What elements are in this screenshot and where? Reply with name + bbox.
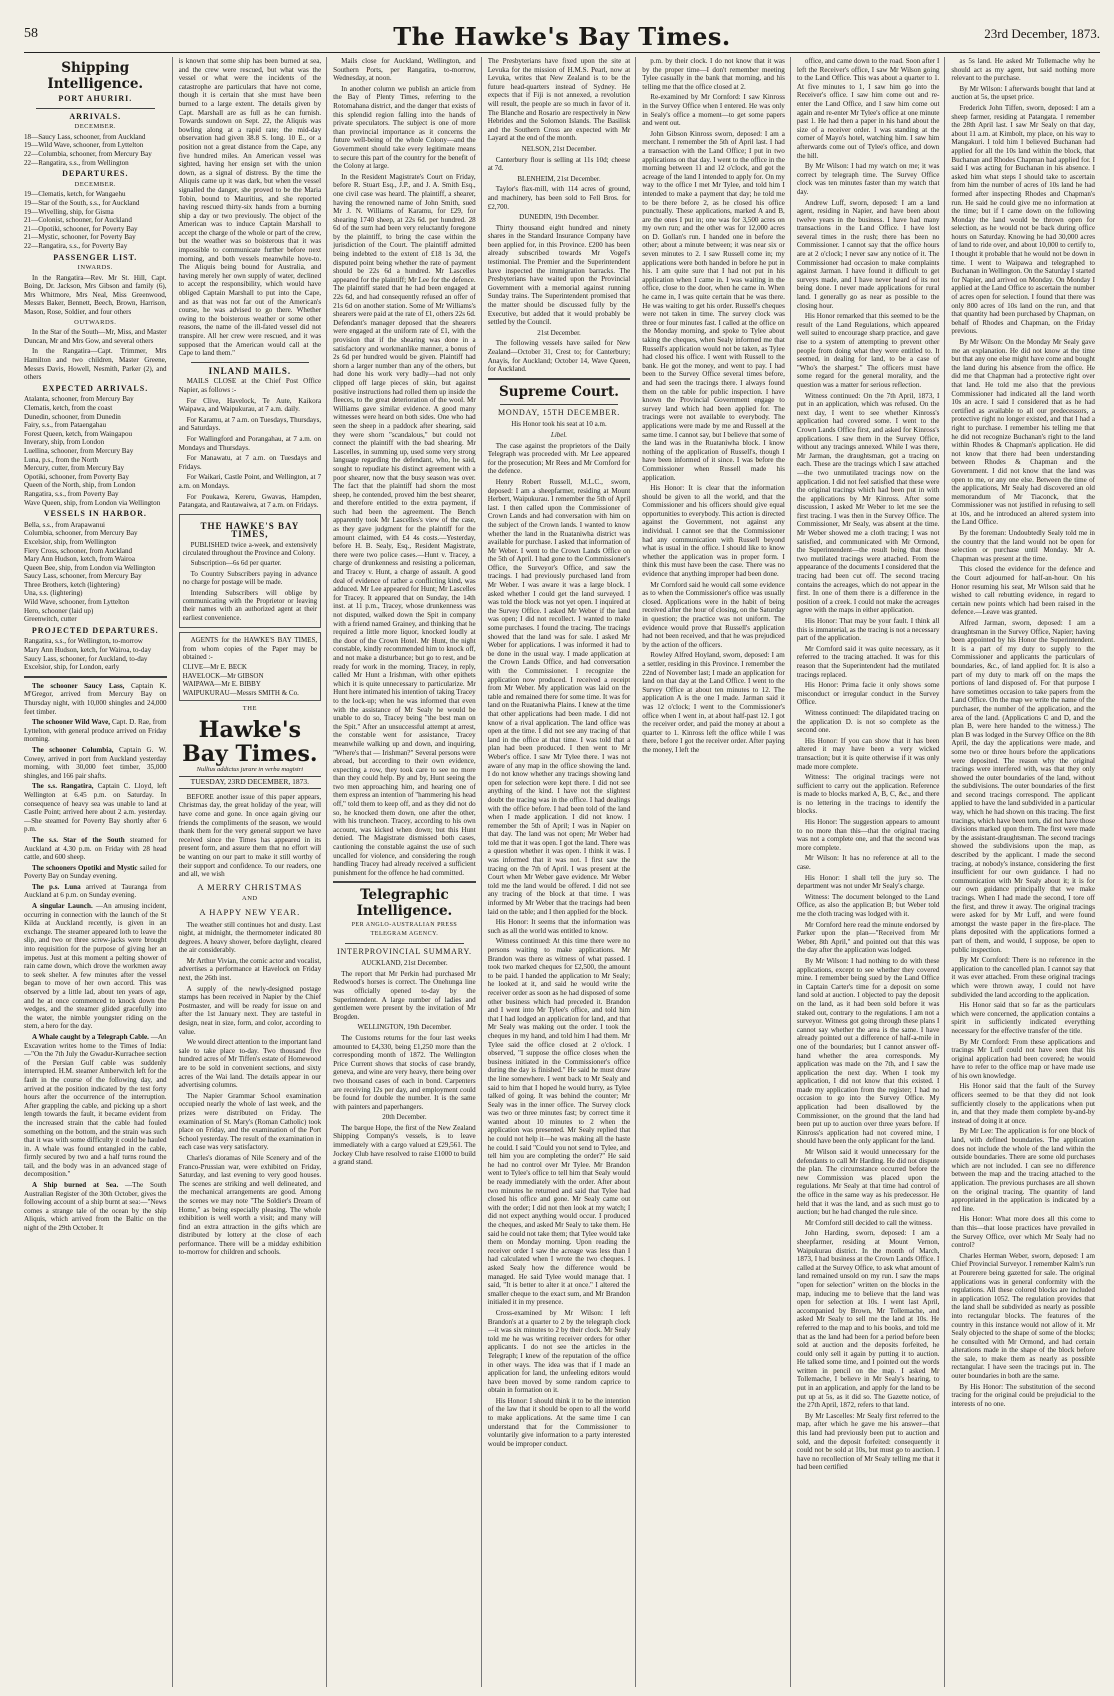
- paragraph: Charles Herman Weber, sworn, deposed: I am Chief Provincial Surveyor. I remember Kalm's run at Pourerere being gazetted for sale. The original applications was in general conformity with the regulations. All these colored blocks are included in application 1052. The regulation provides that the land shall be subdivided as nearly as possible into rectangular blocks. The features of the country in this instance would not allow of it. Mr Sealy objected to the shape of some of the blocks; he consulted with Mr Ormond, and had certain alterations made in the shape of the block before the sale, to make them as nearly as possible rectangular. I have seen the tracings put in. The outer boundaries in both are the same.: [951, 1251, 1095, 1381]
- news-item: [24, 682, 167, 716]
- paragraph: Mr Cornford still decided to call the witness.: [804, 1218, 933, 1227]
- list-item: Luna, p.s., from the North: [24, 455, 99, 464]
- court-report-continued: [642, 57, 785, 755]
- list-item: Atalanta, schooner, from Mercury Bay: [24, 395, 134, 404]
- paragraph: The Presbyterians have fixed upon the site at Levuka for the mission of H.M.S. Pearl, now at Levuka, writes that New Zealand is to be the future head-quarters instead of Sydney. He expects that if Fiji is not annexed, a revolution will result, the people are so much in favor of it. The Blanche and Rosario are respectively in New Hebrides and the Solomon Islands. The Basilisk and the Southern Cross are expected with Mr Layard at the end of the month.: [487, 57, 631, 143]
- column-7: [951, 57, 1100, 1687]
- telegraphic-title: Telegraphic Intelligence.: [356, 887, 453, 920]
- local-news: [333, 57, 476, 877]
- list-item: Queen Bee, ship, from London via Wellington: [24, 563, 156, 572]
- dispatch-continued: [488, 57, 631, 143]
- editorial-2: [179, 921, 322, 1258]
- news-item: [24, 718, 167, 744]
- news-item: [24, 836, 167, 862]
- paragraph: His Honor said that so far as the particulars which were concerned, the application contains a spirit in sufficiently indicated everything necessary for the effective transfer of the title.: [951, 1001, 1095, 1035]
- paragraph: Rowley Alfred Hoyland, sworn, deposed: I am a settler, residing in this Province. I remember the 22nd of November last; I made an application for land on that day at the Land Office. I went to the Survey Office at about ten minutes to 12. The application A is the one I made. Jarman said it was 12 o'clock; I went to the Commissioner's office when I went in, at about half-past 12. I got the receiver order, and paid the money at about a quarter to 1. Kinross left the office while I was there, before I got the receiver order. After paying the money, I left the: [642, 651, 785, 754]
- paragraph: Witness: The document belonged to the Land Office, as also the application B; but Weber told me the cloth tracing was lodged with it.: [796, 892, 940, 918]
- dispatches: [333, 959, 476, 1167]
- paragraph: Andrew Luff, sworn, deposed: I am a land agent, residing in Napier, and have been about twelve years in the business. I have had many transactions in the Land Office. I have lost several times in the rush; there has been no Commissioner. I cannot say that the office hours are at 2 o'clock; I never saw any notice of it. The Commissioner had occasion to make complaints against Jarman. I have found it difficult to get surveys made, and I have never heard of its not being done. I never made applications for rural land. I generally go as near as possible to the closing hour.: [796, 198, 940, 310]
- paragraph: as 5s land. He asked Mr Tollemache why he should act as my agent, but said nothing more relevant to the purchase.: [951, 57, 1095, 83]
- list-item: CLIVE—Mr E. BECK: [182, 663, 247, 672]
- news-text: Captain C. Lloyd, left Wellington at 6.45 p.m. on Saturday. In consequence of heavy sea was unable to land at Castle Point; arrived here about 2 a.m. yesterday.—She steamed for Poverty Bay shortly after 6 p.m.: [24, 782, 167, 834]
- list-item: 19—Wild Wave, schooner, from Lyttelton: [24, 141, 144, 150]
- paragraph: The weather still continues hot and dusty. Last night, at midnight, the thermometer indicated 80 degrees. A heavy shower, before daylight, cleared the air considerably.: [178, 920, 322, 955]
- departures-heading: DEPARTURES.: [62, 169, 129, 179]
- list-item: Mercury, cutter, from Mercury Bay: [24, 464, 125, 473]
- paragraph: In the Rangatira—Rev. Mr St. Hill, Capt. Boing, Dr. Jackson, Mrs Gibson and family (6), Mrs Whitmore, Mrs Neal, Miss Greenwood, Messrs Baker, Bennett, Beech, Brown, Harrison, Mason, Rose, Soldier, and four others: [24, 273, 167, 317]
- divider: [345, 943, 464, 944]
- list-item: WAIPUKURAU—Messrs SMITH & Co.: [182, 688, 299, 697]
- paragraph: The case against the proprietors of the Daily Telegraph was proceeded with. Mr Lee appeared for the prosecution; Mr Rees and Mr Cornford for the defence.: [487, 441, 631, 476]
- news-item: [24, 883, 167, 900]
- dispatch-text: The report that Mr Perkin had purchased Mr Redwood's horses is correct. The Onehunga line was officially opened to-day by the Superintendent. A large number of ladies and gentlemen were present by the invitation of Mr Brogden.: [333, 969, 476, 1021]
- paragraph: Mr Arthur Vivian, the comic actor and vocalist, advertises a performance at Havelock on Friday next, the 26th inst.: [178, 956, 322, 983]
- news-text: steamed for Auckland at 4.30 p.m. on Friday with 28 head cattle, and 600 sheep.: [24, 835, 167, 862]
- dispatch-text: Canterbury flour is selling at 11s 10d; cheese at 7d.: [487, 155, 631, 173]
- paragraph: Intending Subscribers will oblige by communicating with the Proprietor or leaving their names with an authorized agent at their earliest convenience.: [182, 588, 318, 622]
- list-item: Dunedin, schooner, from Dunedin: [24, 412, 121, 421]
- list-item: WAIPAWA—Mr E. BIBBY: [182, 680, 261, 689]
- masthead: [24, 22, 1100, 53]
- paragraph: Mr Cornford said he would call some evidence as to when the Commissioner's office was usually closed. Applications were in the habit of being received after the hour of closing, on the Saturday in question; the practice was not uniform. The evidence would prove that Russell's application had not been received, and that he was prejudiced by the action of the officers.: [642, 580, 785, 649]
- paragraph: His Honor: Prima facie it only shows some misconduct or irregular conduct in the Survey Office.: [796, 681, 940, 707]
- port-heading: PORT AHURIRI.: [58, 94, 133, 103]
- arrivals-heading: ARRIVALS.: [69, 111, 122, 121]
- paragraph: His Honor: I should think it to be the intention of the law that it should be open to all the world to make applications. At the same time I can understand that for the Commissioner to voluntarily give information to a party interested would be improper conduct.: [487, 1396, 631, 1448]
- paragraph: For Wallingford and Porangahau, at 7 a.m. on Mondays and Thursdays.: [178, 434, 322, 452]
- paragraph: Witness continued: On the 7th April, 1873, I put in an application, which was refused. On the next day, I went to see whether Kinross's application had covered some. I went to the Crown Lands Office first, and asked for Kinross's applications. I saw them in the Survey Office, without any tracings annexed. While I was there, Mr Jarman, the draughtsman, got a tracing on each. These are the tracings which I saw attached—the two unmutilated tracings now on the application. I did not feel satisfied that these were the original tracings which had been put in with the applications by Mr Kinross. After some discussion, I asked Mr Weber to let me see the first tracing. I was then in the Survey Office. The Commissioner, Mr Sealy, was absent at the time. Mr Weber showed me a cloth tracing; I was not satisfied, and communicated with Mr Ormond, the Superintendent—the result being that those two mutilated tracings were attached. From the appearance of the documents I considered that the tracing had been cut off. The second tracing contains the acreages, which do not appear in the first. In one of them there is a difference in the position of a creek. I could not make the acreages agree with the maps in either application.: [796, 391, 940, 615]
- column-1: [24, 57, 173, 1687]
- departures-list: [24, 190, 167, 250]
- paragraph: For Karamu, at 7 a.m. on Tuesdays, Thursdays, and Saturdays.: [178, 415, 322, 433]
- column-2: [179, 57, 328, 1687]
- paragraph: Mails close for Auckland, Wellington, and Southern Ports, per Rangatira, to-morrow, Wednesday, at noon.: [333, 57, 476, 83]
- editorial-date: TUESDAY, 23RD DECEMBER, 1873.: [179, 776, 322, 789]
- list-item: 21—Mystic, schooner, for Poverty Bay: [24, 233, 136, 242]
- dispatch-dateline: 20th December.: [382, 1113, 427, 1122]
- list-item: Wave Queen, ship, from London via Wellington: [24, 498, 161, 507]
- paragraph: His Honor: The suggestion appears to amount to no more than this—that the original tracing was not a complete one, and that the second was more complete.: [796, 818, 940, 852]
- departures-month: DECEMBER.: [74, 180, 117, 188]
- news-text: Captain K. M'Gregor, arrived from Mercury Bay on Thursday night, with 10,000 shingles and 24,000 feet timber.: [24, 681, 167, 716]
- arrivals-month: DECEMBER.: [74, 123, 117, 131]
- court-report-continued: [951, 57, 1095, 1408]
- news-item: [24, 864, 167, 881]
- motto: Nullius addictus jurare in verba magistri: [196, 765, 304, 773]
- shipping-title: Shipping Intelligence.: [47, 60, 144, 92]
- paper-title: Hawke's Bay Times.: [182, 716, 318, 767]
- news-item: [24, 746, 167, 780]
- paragraph: Re-examined by Mr Cornford: I saw Kinross in the Survey Office when I entered. He was only in Sealy's office a moment—to get some papers and went out.: [642, 93, 785, 128]
- paragraph: This closed the evidence for the defence and the Court adjourned for half-an-hour. On his Honor resuming his seat, Mr Wilson said that he wished to call rebutting evidence, in regard to certain new points which had been raised in the defence.—Leave was granted.: [951, 565, 1095, 617]
- paragraph: Mr Cornford said it was quite necessary, as it referred to the tracing attached. It was for this reason that the Superintendent had the mutilated tracings replaced.: [796, 644, 940, 679]
- passengers-in: [24, 274, 167, 317]
- dispatch-text: Taylor's flax-mill, with 114 acres of ground, and machinery, has been sold to Fell Bros. for £2,700.: [487, 185, 631, 211]
- pub-heading: THE HAWKE'S BAY TIMES,: [200, 520, 300, 540]
- list-item: 22—Columbia, schooner, from Mercury Bay: [24, 149, 152, 158]
- page-number: 58: [24, 26, 38, 41]
- news-item: [24, 902, 167, 1031]
- dispatch-dateline: BLENHEIM, 21st December.: [517, 174, 601, 183]
- dispatch-text: The Customs returns for the four last weeks amounted to £4,330, being £1,250 more than the corresponding month of 1872. The Wellington Price Current shows that stocks of case brandy, geneva, and wine are very heavy, there being over two thousand cases of each in bond. Carpenters are receiving 12s per day, and employment could be found for double the number. It is the same with painters and paperhangers.: [333, 1033, 476, 1111]
- paragraph: Frederick John Tiffen, sworn, deposed: I am a sheep farmer, residing at Patangata. I remember the 28th April last. I saw Mr Sealy on that day, about 11 a.m. at Kimbolt, my place, on his way to Mangakuri. I told him I believed Buchanan had applied for all the 10s land within the block, that Buchanan and Rhodes Chapman had applied for. I said I was acting for Buchanan in his absence. I asked him what steps I should take to ascertain from him the number of acres of 10s land he had formed after inspecting Rhodes and Chapman's run. He said he could give me no information at the time; but if I came down on the following Monday the land would be thrown open for selection, as he would not be back during office hours on Saturday. Knowing he had 30,000 acres of land to ride over, and about 10,000 to certify to, I thought it probable that he would not be down in time. I went to Waipawa and telegraphed to Buchanan in Wellington. On the Saturday I started for Napier, and arrived on Monday. On Monday I applied at the Land Office to ascertain the number of acres open for selection. I found that there was only 800 acres of 10s land on the run, and that that quantity had been purchased by Chapman, on behalf of Rhodes and Chapman, on the Friday previous.: [951, 103, 1095, 336]
- paragraph: By Mr Lee: The application is for one block of land, with defined boundaries. The application does not include the whole of the land within the outside boundaries. There are some old purchases which are not included. I can see no difference between the map and the tracing attached to the application. The previous purchases are all shown on the original tracing. The quantity of land appropriated in the application is indicated by a red line.: [951, 1127, 1095, 1213]
- paragraph: By Mr Wilson: I afterwards bought that land at auction at 5s, the upset price.: [951, 84, 1095, 102]
- list-item: Greenwitch, cutter: [24, 615, 77, 624]
- telegraphic-note: PER ANGLO-AUSTRALIAN PRESS TELEGRAM AGENCY.: [351, 922, 458, 937]
- harbor-list: [24, 521, 167, 624]
- paragraph: p.m. by their clock. I do not know that it was by the proper time—I don't remember meeting Tylee casually in the bank that morning, and his telling me that the office closed at 2.: [642, 57, 785, 91]
- paragraph: Subscription—6s 6d per quarter.: [190, 559, 282, 568]
- paragraph: For Manawatu, at 7 a.m. on Tuesdays and Fridays.: [178, 454, 322, 471]
- mails-list: [179, 397, 322, 510]
- court-sub: His Honor took his seat at 10 a.m.: [511, 420, 607, 429]
- paragraph: By Mr Wilson: I had nothing to do with these applications, except to see whether they covered mine. I remember being sued by the Land Office in Captain Carter's time for a deposit on some land sold at auction. I objected to pay the deposit on the land, as it had been sold before it was staked out, contrary to the regulations. I am not a surveyor. Witness got going through these plans I cannot say whether the area is the same. I have already pointed out a difference of half-a-mile in one of the boundaries; but I cannot answer off-hand whether the area corresponds. My application was made on the 7th, and I saw the application the next day. When I took my application, I did not know that this existed. I made my application from the register; I had no occasion to go into the Survey Office. My application had been disallowed by the Commissioner, on the ground that the land had been put up to auction over three years before. If Kinross's application had not covered mine, I should have been the only applicant for the land.: [796, 956, 940, 1146]
- paragraph: Alfred Jarman, sworn, deposed: I am a draughtsman in the Survey Office, Napier; having been appointed by his Honor the Superintendent. It is a part of my duty to supply to the Commissioner and applicants the particulars of boundaries, &c., of land applied for. It is also a part of my duty to mark off on the maps the portions of land disposed of. For that purpose I have sometimes occasion to take papers from the Land Office. On the map we write the name of the purchaser, the number of the application, and the area of the land. (Applications C and D, and the plan B, were here handed to the witness.) The plan B was lodged in the Survey Office on the 8th April, the day the applications were made, and some two or three hours before the applications were deposited. The reason why the original tracings were interfered with, was that they only showed the outer boundaries of the land, without the subdivisions. The outer boundaries of the first and second tracings correspond. The applicant applied to have the land subdivided in a particular way, which he had shown on this tracing. The first tracings, which have been torn, did not have those divisions marked upon them. The first were made by the assistant-draughtsman. The second tracings showed the subdivisions upon the map, as described by the applicant. I made the second tracing, at nobody's instance, considering the first insufficient for our own guidance. I had no communication with Mr Sealy about it; it is for our own guidance principally that we make tracings. When I had made the second, I tore off the first, and threw it away. The original tracings were asked for by Mr Luff, and were found amongst the waste paper in the fire-place. The plans deposited with the applications formed a part of them, and would, I suppose, be open to public inspection.: [951, 619, 1095, 954]
- dispatches: [488, 145, 631, 374]
- paragraph: Mr Wilson said it would unnecessary for the defendants to call Mr Harding. He did not dispute the plan. The circumstance occurred before the new Commission was placed upon the regulations. Mr Sealy at that time had control of the office in the same way as his predecessor. He held that it was the land, and as such must go to auction; but he had changed the rule since.: [796, 1148, 940, 1217]
- greeting-line-2: A HAPPY NEW YEAR.: [199, 906, 301, 917]
- greeting-and: AND: [242, 895, 258, 903]
- arrivals-list: [24, 133, 167, 167]
- divider: [488, 378, 631, 380]
- shipping-news: [24, 682, 167, 1233]
- list-item: 22—Rangatira, s.s., from Wellington: [24, 158, 129, 167]
- list-item: Mary Ann Hudson, ketch, for Wairoa, to-day: [24, 646, 152, 655]
- dispatch-dateline: 21st December.: [537, 328, 581, 337]
- column-4: [488, 57, 637, 1687]
- column-5: [642, 57, 791, 1687]
- paragraph: His Honor: It is clear that the information should be given to all the world, and that the Commissioner and his officers should give equal opportunities to everybody. This action is directed against the Government, not against any individual. I cannot see that the Commissioner had any communication with Russell beyond what is usual in the office. I should like to know whether the application was in proper form. I think this must have been the case. There was no evidence that anything improper had been done.: [642, 484, 785, 579]
- news-text: arrived at Tauranga from Auckland at 6 p.m. on Sunday evening.: [24, 882, 167, 900]
- dispatch-text: The barque Hope, the first of the New Zealand Shipping Company's vessels, is to leave immediately with a cargo valued at £29,561. The Jockey Club have resolved to raise £1000 to build a grand stand.: [333, 1123, 476, 1167]
- article-continued: [179, 57, 322, 358]
- list-item: Inverary, ship, from London: [24, 438, 105, 447]
- news-item: [24, 1033, 167, 1179]
- paragraph: His Honor: What more does all this come to than this—that loose practices have prevailed in the Survey Office, over which Mr Sealy had no control?: [951, 1215, 1095, 1250]
- list-item: Rangatira, s.s., from Poverty Bay: [24, 489, 119, 498]
- paragraph: Witness continued: The dilapidated tracing on the application D. is not so complete as the second one.: [796, 708, 940, 735]
- list-item: Mary Ann Hudson, ketch, from Wairoa: [24, 555, 136, 564]
- paragraph: is known that some ship has been burned at sea, and the crew were rescued, but what was the vessel or what were the incidents of the catastrophe are particulars that have not come, though it is certain that she must have been burned to a large extent. The details given by Capt. Marshall are as full as he can furnish. Towards sundown on Sept. 22, the Aliquis was bowling along at a rapid rate; the mid-day observation had given 38.8 S. long. 10 E., or a position not a great distance from the Cape, any five hundred miles. An American vessel was sighted, having her ensign set with the union down, as a signal of distress. By the time the Aliquis came up it was dark, but when the vessel signalled the danger, she proved to be the Maria Tobin, bound to Mauritius, and she reported having rescued thirty-six hands from a burning ship a day or two previously. The object of the American was to induce Captain Marshall to accept the charge of the whole or part of the crew, but the weather was so boisterous that it was impossible to communicate further before next morning, and both vessels meanwhile hove-to. The Aliquis being bound for Australia, and having merely her own supply of water, declined to accept the responsibility, which would have obliged Captain Marshall to put into the Cape, and as that was not far out of the American's course, he was advised to go there. Whether owing to the boisterous weather or some other reasons, the name of the ill-fated vessel did not transpire. All her crew were rescued, and it was supposed that the American would call at the Cape to land them.": [178, 57, 322, 358]
- court-report-continued: [797, 57, 940, 1472]
- news-lead: The schooner Columbia,: [32, 745, 114, 754]
- paragraph: His Honor: If you can show that it has been altered it may have been a very wicked transaction; but it is quite otherwise if it was only made more complete.: [796, 736, 940, 771]
- news-text: sailed for Poverty Bay on Sunday evening.: [24, 863, 167, 881]
- passenger-inwards: INWARDS.: [77, 264, 113, 272]
- mails-heading: INLAND MAILS.: [208, 365, 292, 376]
- paragraph: His Honor: I shall tell the jury so. The department was not under Mr Sealy's charge.: [796, 873, 940, 891]
- news-lead: The p.s. Luna: [32, 882, 81, 891]
- subscription-ad: [179, 514, 322, 628]
- passenger-heading: PASSENGER LIST.: [53, 252, 138, 262]
- news-text: Capt. D. Rae, from Lyttelton, with general produce arrived on Friday morning.: [24, 718, 167, 744]
- paragraph: By Mr Wilson: On the Monday Mr Sealy gave me an explanation. He did not know at the time but that any one else might have come and bought the land during his absence from the office. He did me that Chapman had a protective right over that land. He told me also that the previous Commissioner had indicated all the land worth 10s an acre. I said I considered that as he had certified as available to all our predecessors, a protective right no longer existed, and that I had a right to purchase. I remember his telling me that he did not recognize Buchanan's right to the land within Rhodes & Chapman's application. He did not know that there had been understanding between Rhodes & Chapman and the Government. I did not know that the land was open to me, or any one else. Between the time of the applications, Mr Sealy had discovered an old memorandum of Mr Tiaconck, that the Commissioner was not justified in refusing to sell at 10s, and he introduced an altered system into the Land Office.: [951, 338, 1095, 527]
- column-6: [797, 57, 946, 1687]
- paragraph: In the Rangatira—Capt. Trimmer, Mrs Hamilton and two children, Master Greene, Messrs Davis, Howell, Nesmith, Parker (2), and others: [24, 347, 167, 382]
- paragraph: PUBLISHED twice a-week, and extensively circulated throughout the Province and Colony.: [182, 540, 318, 557]
- news-lead: A singular Launch.: [32, 902, 93, 911]
- dispatch-dateline: DUNEDIN, 19th December.: [519, 213, 599, 222]
- paragraph: Witness: The original tracings were not sufficient to carry out the application. Reference is made to blocks marked A, B, C, &c., and there is no lettering in the tracings to identify the blocks.: [796, 773, 940, 816]
- news-lead: A Whale caught by a Telegraph Cable.: [32, 1032, 149, 1041]
- list-item: Excelsior, ship, from Wellington: [24, 537, 117, 546]
- paragraph: Mr Cornford here read the minute endorsed by Parker upon the plan—"Received from Mr Weber, 8th April," and pointed out that this was the day after the application was lodged.: [796, 920, 940, 955]
- list-item: 21—Opotiki, schooner, for Poverty Bay: [24, 224, 138, 233]
- list-item: Clematis, ketch, from the coast: [24, 404, 113, 412]
- paragraph: In another column we publish an article from the Bay of Plenty Times, referring to the Rotomahana district, and the danger that exists of this splendid region falling into the hands of private speculators. The subject is one of more than provincial importance as it concerns the future well-being of the whole Colony—and the Government should take every legitimate means to secure this part of the country for the benefit of the Colony at large.: [333, 84, 476, 171]
- court-report: [488, 442, 631, 1449]
- list-item: Queen of the North, ship, from London: [24, 481, 136, 490]
- dispatch-text: The following vessels have sailed for New Zealand—October 31, Crest to; for Canterbury; Anayis, for Auckland; October 14, Wave Queen, for Auckland.: [487, 339, 631, 374]
- list-item: Saucy Lass, schooner, from Mercury Bay: [24, 572, 142, 581]
- list-item: Rangatira, s.s., for Wellington, to-morrow: [24, 637, 143, 646]
- paragraph: His Honor said that the fault of the Survey officers seemed to be that they did not look sufficiently closely to the applications when put in, and that they made them complete by-and-by instead of doing it at once.: [951, 1082, 1095, 1125]
- list-item: Wild Wave, schooner, from Lyttelton: [24, 598, 130, 607]
- paragraph: Mr Wilson: It has no reference at all to the case.: [796, 854, 940, 872]
- news-lead: The schooner Wild Wave,: [32, 718, 111, 727]
- news-lead: The s.s. Rangatira,: [32, 782, 94, 791]
- news-text: —An amusing incident, occurring in connection with the launch of the St Kilda at Auckland recently, is given in an exchange. The steamer appeared loth to leave the slip, and two or three screw-jacks were brought into requisition for the purpose of giving her an impetus. Just at this moment a pelting shower of rain came down, which drove the workmen away to seek shelter. A few minutes after the vessel began to move of her own accord. This was observed by a little lad, about ten years of age, and he at once commenced to knock down the wedges, and the steamer glided gracefully into the water, the nimble youngster riding on the stem, a hero for the day.: [24, 902, 167, 1031]
- news-text: —An Excavation writes home to the Times of India:—"On the 7th July the Gwadur-Kurrachee section of the Persian Gulf cable was suddenly interrupted. H.M. steamer Amberwitch left for the fault in the course of the following day, and arrived at the position indicated by the test forty hours after the occurrence of the interruption. After grappling the cable, and picking up a short length towards the fault, it became evident from the increased strain that the cable had fouled something on the bottom, and the strain was such that it was with some difficulty it could be hauled in. A whale was found entangled in the cable, firmly secured by two and a half turns round the tail, and the body was in an advanced stage of decomposition.": [24, 1032, 167, 1179]
- news-text: Captain G. W. Cowey, arrived in port from Auckland yesterday morning, with 30,000 feet timber, 35,000 shingles, and 166 pair shafts.: [24, 745, 167, 780]
- harbor-heading: VESSELS IN HARBOR.: [43, 509, 147, 519]
- divider: [36, 108, 155, 109]
- pub-paras: [183, 541, 318, 623]
- paragraph: By Mr Lascelles: Mr Sealy first referred to the map, after which he gave me his answer—that this land had previously been put to auction and sold, and the deposit forfeited: consequently it could not be sold at 10s, but must go to auction. I have no recollection of Mr Sealy telling me that it had been certified: [796, 1411, 940, 1472]
- paragraph: His Honor: That may be your fault. I think all this is immaterial, as the tracing is not a necessary part of the application.: [796, 617, 940, 643]
- passenger-outwards: OUTWARDS.: [74, 318, 117, 326]
- column-3: [333, 57, 482, 1687]
- the-label: THE: [242, 705, 257, 712]
- list-item: Bella, s.s., from Arapawanui: [24, 520, 105, 529]
- paragraph: By Mr Cornford: From these applications and tracings Mr Luff could not have seen that his original application had been covered; he would have to refer to the office map or have made use of his own knowledge.: [951, 1037, 1095, 1080]
- list-item: Three Brothers, ketch (lightering): [24, 580, 120, 589]
- paragraph: We would direct attention to the important land sale to take place to-day. Two thousand five hundred acres of Mr Tiffen's estate of Homewood are to be sold in convenient sections, and sixty acres of the Wai land. The details appear in our advertising columns.: [178, 1038, 322, 1090]
- list-item: Una, s.s. (lightering): [24, 589, 83, 598]
- divider: [333, 881, 476, 883]
- agents-intro: AGENTS for the HAWKE'S BAY TIMES, from whom copies of the Paper may be obtained :-: [182, 636, 318, 661]
- news-lead: A Ship burned at Sea.: [32, 1181, 119, 1190]
- list-item: 22—Rangatira, s.s., for Poverty Bay: [24, 241, 128, 250]
- news-lead: The schooners Opotiki and Mystic: [32, 863, 138, 872]
- list-item: HAVELOCK—Mr GIBSON: [182, 671, 264, 680]
- greeting-line-1: A MERRY CHRISTMAS: [197, 881, 303, 892]
- list-item: Fairy, s.s., from Pataengahau: [24, 421, 107, 430]
- paragraph: His Honor: It seems that the information was such as all the world was entitled to know.: [487, 918, 631, 935]
- divider: [191, 362, 310, 363]
- court-title: Supreme Court.: [499, 383, 619, 400]
- paragraph: In the Star of the South—Mr, Miss, and Master Duncan, Mr and Mrs Gow, and several others: [24, 328, 167, 345]
- list-item: Opotiki, schooner, from Poverty Bay: [24, 472, 129, 481]
- divider: [500, 404, 619, 405]
- list-item: 19—Wivelling, ship, for Gisma: [24, 207, 114, 216]
- paragraph: Henry Robert Russell, M.L.C., sworn, deposed: I am a sheepfarmer, residing at Mount Herbert, Waipukurau. I remember the 5th of April last. I then called upon the Commissioner of Crown Lands and had conversation with him on the subject of the Crown lands. I wanted to know whether the land in the Ruataniwha district was available for purchase. I asked that information of Mr Weber. I went to the Crown Lands Office on the 5th of April. I had gone to the Commissioner's Office, the Surveyor's Office, and saw the tracings. I had previously purchased land from Mr Weber. I was aware it was a large block. I asked whether I could get the land surveyed. I was told the block was not yet open. I inquired at the Survey Office. I asked Mr Weber if the land was open; I did not recollect. I wanted to make some purchases. I found the tracing. The tracings showed that the land was for sale. I asked Mr Weber for applications. I was informed it had to be done in the usual way. I made application at the Crown Lands Office, and had conversation with the Commissioner. I recognize the application now produced. I received a receipt from Mr Weber. My application was laid on the table and remained there for some time. It was for land on the Ruataniwha Plains. I knew at the time that other applications had been made. I did not know of a rival application. The land office was open at the time. I did not see any tracing of that land in the office at that time. I was told that a plan had been produced. I then went to Mr Weber's office. I saw Mr Tylee there. I was not aware of any map in the office showing the land. I do not know whether any tracings showing land open for selection were kept there. I did not see anything of the kind. I have not the slightest doubt the tracing was in the office. I had dealings with the office before. I had been told of the land when I made application. I did not know. I remember the 5th of April; I was in Napier on that day. The land was not open; Mr Weber had told me that it was open. I got the land. There was a question whether it was open. I think it was. I was informed that it was not. I first saw the tracing on the 7th of April. I was present at the Court when Mr Weber gave evidence. Mr Weber told me the land would be offered. I did not see any tracing of the block at that time. I was informed by Mr Weber that the tracings had been laid on the table; and I then applied for the block.: [487, 477, 631, 916]
- paragraph: Cross-examined by Mr Wilson: I left Brandon's at a quarter to 2 by the telegraph clock—it was six minutes to 2 by their clock. Mr Sealy told me he was writing receiver orders for other applicants. I do not see the articles in the Telegraph; I knew of the reputation of the office in other ways. The idea was that if I made an application for land, the unfeeling editors would have been moved by some random caprice to obtain in formation on it.: [487, 1308, 631, 1395]
- court-date: MONDAY, 15TH DECEMBER.: [497, 407, 621, 417]
- projected-list: [24, 637, 167, 671]
- dispatch-dateline: AUCKLAND, 21st December.: [361, 959, 448, 968]
- paragraph: The Napier Grammar School examination occupied nearly the whole of last week, and the prizes were distributed on Friday. The examination of St. Mary's (Roman Catholic) took place on Friday, and the examination of the Port School yesterday. The result of the examination in each case was very satisfactory.: [178, 1091, 322, 1152]
- columns: [24, 57, 1100, 1687]
- paragraph: Witness continued: At this time there were no persons waiting to make applications. Mr Brandon was there as witness of what passed. I took two marked cheques for £2,500, the amount to be paid. I handed the application to Mr Sealy; he looked at it, and said he would write the receiver order as soon as he had disposed of some other business which had preceded it. Brandon and I went into Mr Tylee's office, and told him that I had lodged an application for land, and that Mr Sealy was making out the order. I took the cheques in my hand, and told him I had them. Mr Tylee said the office closed at 2 o'clock. I observed, "I suppose the office closes when the business initiated in the Commissioner's office during the day is finished." He said he must draw the line somewhere. I went back to Mr Sealy and said to him that I hoped he would hurry, as Tylee talked of going. It was behind the counter; Mr Sealy was in the inner office. The Survey clock was two or three minutes fast; by correct time it wanted about 10 minutes to 2 when the application was presented. Mr Sealy replied that he could not help it—he was making all the haste he could. I said "Could you not send to Tylee, and tell him you are completing the order?" He said he had no control over Mr Tylee. Mr Brandon went to Tylee's office to tell him that Sealy would be ready immediately with the order. After about two minutes he returned and said that Tylee had closed his office and gone. Mr Sealy came out with the order; I did not then look at my watch; I did not expect anything would occur. I produced the cheques, and asked Mr Sealy to take them. He said he could not take them; that Tylee would take them on Monday morning. Upon reading the receiver order I saw the acreage was less than I had calculated when I wrote the two cheques. I asked Sealy how the difference would be managed. He said Tylee would manage that. I said, "It is better to alter it at once." I altered the smaller cheque to the exact sum, and Mr Brandon initialed it in my presence.: [487, 937, 631, 1307]
- divider: [24, 676, 167, 678]
- paragraph: By His Honor: The substitution of the second tracing for the original could be prejudicial to the interests of no one.: [951, 1382, 1095, 1408]
- agents-list: [183, 663, 318, 697]
- news-text: —The South Australian Register of the 30th October, gives the following account of a ship burnt at sea:—"News comes a strange tale of the ocean by the ship Aliquis, which arrived from the Baltic on the night of the 29th October. It: [24, 1181, 167, 1233]
- issue-date: 23rd December, 1873.: [984, 26, 1100, 41]
- dispatch-text: Thirty thousand eight hundred and ninety shares in the Standard Insurance Company have been applied for, in this Province. £200 has been already subscribed towards Mr Vogel's testimonial. The Premier and the Superintendent have inspected the immigration barracks. The Presbyterians have waited upon the Provincial Government with a memorial against running Sunday trains. The Superintendent promised that the matter should be discussed fully by the Executive, but added that it would probably be settled by the Council.: [487, 223, 631, 327]
- list-item: 18—Saucy Lass, schooner, from Auckland: [24, 132, 146, 141]
- list-item: Saucy Lass, schooner, for Auckland, to-day: [24, 654, 148, 663]
- news-item: [24, 1181, 167, 1233]
- paragraph: John Gibson Kinross sworn, deposed: I am a merchant. I remember the 5th of April last. I had a transaction with the Land Office; I put in two applications on that day. I went to the office in the morning between 11 and 12 o'clock, and got the acreage of the land I intended to apply for. On my way to the office I met Mr Tylee, and told him I intended to make a payment that day; he told me to be there before 2, as he closed his office punctually. These applications, marked A and B, are the ones I put in; one was for 3,500 acres on my own run; and the other was for 12,000 acres on D. Gollan's run. I handed one in before the other; about a minute between; it was near six or seven minutes to 2. I saw Russell come in; my applications were both handed in before he put in his. I am quite sure that I had not put in his application when I came in. I was waiting in the office, close to the door, when he came in. When he came in, I was quite certain that he was there. He was waiting to get his order. Russell's cheques were not taken in time. The survey clock was three or four minutes fast. I called at the office on the Monday morning, and spoke to Tylee about taking the cheques, when Sealy informed me that Russell's application would not be taken, as Tylee had closed his office. I went with Russell to the bank. He got the money, and went to pay. I had been to the Survey Office several times before, and had seen the tracings there. I always found them on the table for public inspection. I have known the Provincial Government engage to survey land which had been applied for. The tracings were not available to everybody. The applications were made by me and Russell at the same time. I cannot say, but I believe that some of the land was in the Ruataniwha block. I know nothing of the application of Russell's, though I have been informed of it since. I was before the Commissioner when Russell made his application.: [642, 129, 785, 482]
- paragraph: office, and came down to the road. Soon after I left the Receiver's office, I saw Mr Wilson going to the Land Office. This was about a quarter to 1. At five minutes to 1, I saw him go into the Receiver's office. I saw him come out and re-enter the Land Office, and I saw him come out again and re-enter Mr Tylee's office at one minute past 1. He had then a paper in his hand about the size of a receiver order. I was standing at the corner of Mayo's hotel, watching him. I saw him afterwards come out of Tylee's office, and down the hill.: [796, 57, 940, 160]
- editorial: [179, 793, 322, 879]
- paragraph: A supply of the newly-designed postage stamps has been received in Napier by the Chief Postmaster, and will be ready for issue on and after the 1st January next. They are tasteful in design, neat in size, form, and color, according to value.: [178, 984, 322, 1036]
- list-item: Fiery Cross, schooner, from Auckland: [24, 546, 133, 555]
- dispatch-dateline: WELLINGTON, 19th December.: [357, 1023, 452, 1032]
- projected-heading: PROJECTED DEPARTURES.: [31, 625, 159, 635]
- summary-heading: INTERPROVINCIAL SUMMARY.: [337, 946, 472, 956]
- dispatch-dateline: NELSON, 21st December.: [521, 144, 597, 153]
- paragraph: In the Resident Magistrate's Court on Friday, before R. Stuart Esq., J.P., and J. A. Smith Esq., one civil case was heard. The plaintiff, a shearer, having the renowned name of John Smith, sued Mr J. N. Williams of Karamu, for £29, for shearing 1740 sheep, at 22s 6d. per hundred. 28 6d of the sum had been very reluctantly foregone by the plaintiff, to bring the case within the jurisdiction of the Court. The plaintiff admitted being indebted to the extent of £18 1s 3d, the disputed point being whether the rate of payment should be 22s 6d a hundred. Mr Lascelles appeared for the plaintiff; Mr Lee for the defence. The plaintiff stated that he had been engaged at 22s 6d, and had consequently refused an offer of 21s 6d on another station. Some of Mr Williams's shearers were paid at the rate of £1, others 22s 6d. Defendant's manager deposed that the shearers were engaged at the uniform rate of £1, with the provision that if the shearing was done in a satisfactory and workmanlike manner, a bonus of 2s 6d per hundred would be given. Plaintiff had shorn a larger number than any of the others, but had done his work very badly—had not only clipped off large pieces of skin, but against positive instructions had rolled them up inside the fleeces, to the great deterioration of the wool. Mr Williams gave similar evidence. A good many witnesses were heard on both sides. One who had seen the sheep in a paddock after shearing, said they were shorn "scandalous," but could not connect the plaintiff with the bad shearing. Mr Lascelles, in summing up, used some very strong language regarding the defendant, who, he said, sought to repudiate his distinct agreement with a poor shearer, now that the busy season was over. The fact that the plaintiff had shorn the most sheep, he contended, proved him the best shearer, and therefore entitled to the extra payment, if such had been the agreement. The Bench apparently took Mr Lascelles's view of the case, as they gave judgment for the plaintiff for the amount claimed, with £4 4s costs.—Yesterday, before H. B. Sealy, Esq., Resident Magistrate, there were two police cases.—Hunt v. Tracey, a charge of drunkenness and resisting a policeman, and Tracey v. Hunt, a charge of assault. A good deal of evidence of rather a conflicting kind, was adduced. Mr Lee appeared for Hunt; Mr Lascelles for Tracey. It appeared that on Sunday, the 14th inst. at 11 p.m., Tracey, whose drunkenness was not disputed, walked down the Spit in company with a friend named Grainey, and thinking that he required a little more liquor, knocked loudly at the door of the Crown Hotel. Mr Hunt, the night constable, kindly recommended him to knock off, and not make a disturbance; but go to rest, and be ready for work in the morning. Tracey, in reply, called Mr Hunt a Irishman, with other epithets which it is quite unnecessary to particularize. Mr Hunt here intimated his intention of taking Tracey to the lock-up; when he was informed that even with the assistance of Mr Sealy he would be unable to do so, Tracey being "the best man on the Spit." After an unsuccessful attempt at arrest, the constable went for assistance, Tracey meanwhile walking up and down, and inquiring, "Where's that — Irishman?" Several persons were abroad, but according to their own evidence, expecting a row, they took care to see no more than they could help. By and by, Hunt seeing the two men approaching him, and hearing one of them express an intention of "hammering his head off," told them to keep off, and as they did not do so, he knocked them down, one after the other, with his truncheon. Tracey, according to his own account, was kicked when down; but this Hunt denied. The Magistrate dismissed both cases, cautioning the constable against the use of such uncalled for violence, and considering the rough handling Tracey had already received a sufficient punishment for the offence he had committed.: [333, 172, 476, 877]
- mails-intro: MAILS CLOSE at the Chief Post Office Napier, as follows :-: [178, 377, 322, 394]
- list-item: Forest Queen, ketch, from Waingapou: [24, 429, 133, 438]
- list-item: Columbia, schooner, from Mercury Bay: [24, 529, 138, 538]
- news-lead: The schooner Saucy Lass,: [32, 681, 125, 690]
- list-item: 21—Colonist, schooner, for Auckland: [24, 216, 132, 225]
- libel-heading: Libel.: [550, 430, 568, 439]
- paragraph: For Clive, Havelock, Te Aute, Kaikora Waipawa, and Waipukurau, at 7 a.m. daily.: [178, 396, 322, 414]
- list-item: Excelsior, ship, for London, early: [24, 663, 120, 672]
- expected-list: [24, 395, 167, 507]
- paragraph: By Mr Wilson: I had my watch on me; it was correct by telegraph time. The Survey Office clock was ten minutes faster than my watch that day.: [796, 162, 940, 196]
- passengers-out: [24, 328, 167, 382]
- paragraph: Charles's dioramas of Nile Scenery and of the Franco-Prussian war, were exhibited on Friday, Saturday, and last evening to very good houses. The scenes are striking and well delineated, and the mechanical arrangements are good. Among the scenes we may note "The Soldier's Dream of Home," as being especially pleasing. The whole exhibition is well worth a visit; and many will find an extra attraction in the gifts which are distributed by lottery at the close of each performance. There will be a midday exhibition to-morrow for children and schools.: [178, 1153, 322, 1257]
- list-item: 19—Clematis, ketch, for Wangaehu: [24, 190, 126, 199]
- news-item: [24, 782, 167, 834]
- list-item: Luellina, schooner, from Mercury Bay: [24, 446, 134, 455]
- news-lead: The s.s. Star of the South: [32, 835, 125, 844]
- list-item: Hero, schooner (laid up): [24, 606, 94, 615]
- paragraph: For Poukawa, Kereru, Gwavas, Hampden, Patangata, and Rautawaiwa, at 7 a.m. on Fridays.: [178, 492, 322, 510]
- expected-heading: EXPECTED ARRIVALS.: [42, 383, 149, 393]
- list-item: 19—Star of the South, s.s., for Auckland: [24, 198, 140, 207]
- agents-ad: [179, 632, 322, 701]
- paragraph: His Honor remarked that this seemed to be the result of the Land Regulations, which appeared well suited to encourage sharp practice, and gave rise to a system of attempting to prevent other people from doing what they were entitled to. It seemed, in dealing for land, to be a case of "Who's the sharpest." The officers must have some regard for the general morality, and the question was a matter for serious reflection.: [796, 312, 940, 389]
- paragraph: John Harding, sworn, deposed: I am a sheepfarmer, residing at Mount Vernon, Waipukurau district. In the month of March, 1873, I had business at the Crown Lands Office. I called at the Survey Office, to ask what amount of land remained unsold on my run. I saw the maps "open for selection" written on the blocks in the map, inducing me to believe that the land was open for selection at 10s. I went last April, accompanied by Brown, Mr Tollemache, and asked Mr Sealy to sell me the land at 10s. He referred to the map and to his books, and told me that as the land had been for a period before been sold at auction and the deposits forfeited, he could only sell it again by putting it to auction. He talked some time, and I pointed out the words written in pencil on the map. I asked Mr Tollemache, I believe in Mr Sealy's hearing, to put in an application, and apply for the land to be put up at 5s, as it did so. The Gazette notice, of the 27th April, 1872, refers to that land.: [796, 1229, 940, 1410]
- paragraph: For Waikari, Castle Point, and Wellington, at 7 a.m. on Mondays.: [178, 473, 322, 490]
- paragraph: By the foreman: Undoubtedly Sealy told me in the country that the land would not be open for selection or purchase until Monday. Mr A. Chapman was present at the time.: [951, 529, 1095, 563]
- paragraph: BEFORE another issue of this paper appears, Christmas day, the great holiday of the year, will have come and gone. In once again giving our friends the compliments of the season, we would thank them for the very general support we have received since the Times has appeared in its present form, and assure them that no effort will be wanting on our part to make it still worthy of their support and confidence. To our readers, one and all, we wish: [178, 792, 322, 879]
- newspaper-title: The Hawke's Bay Times.: [393, 22, 731, 51]
- paragraph: By Mr Cornford: There is no reference in the application to the cancelled plan. I cannot say that it was ever attached. From these original tracings which were thrown away, I could not have subdivided the land according to the application.: [951, 956, 1095, 999]
- paragraph: To Country Subscribers paying in advance no charge for postage will be made.: [182, 569, 318, 587]
